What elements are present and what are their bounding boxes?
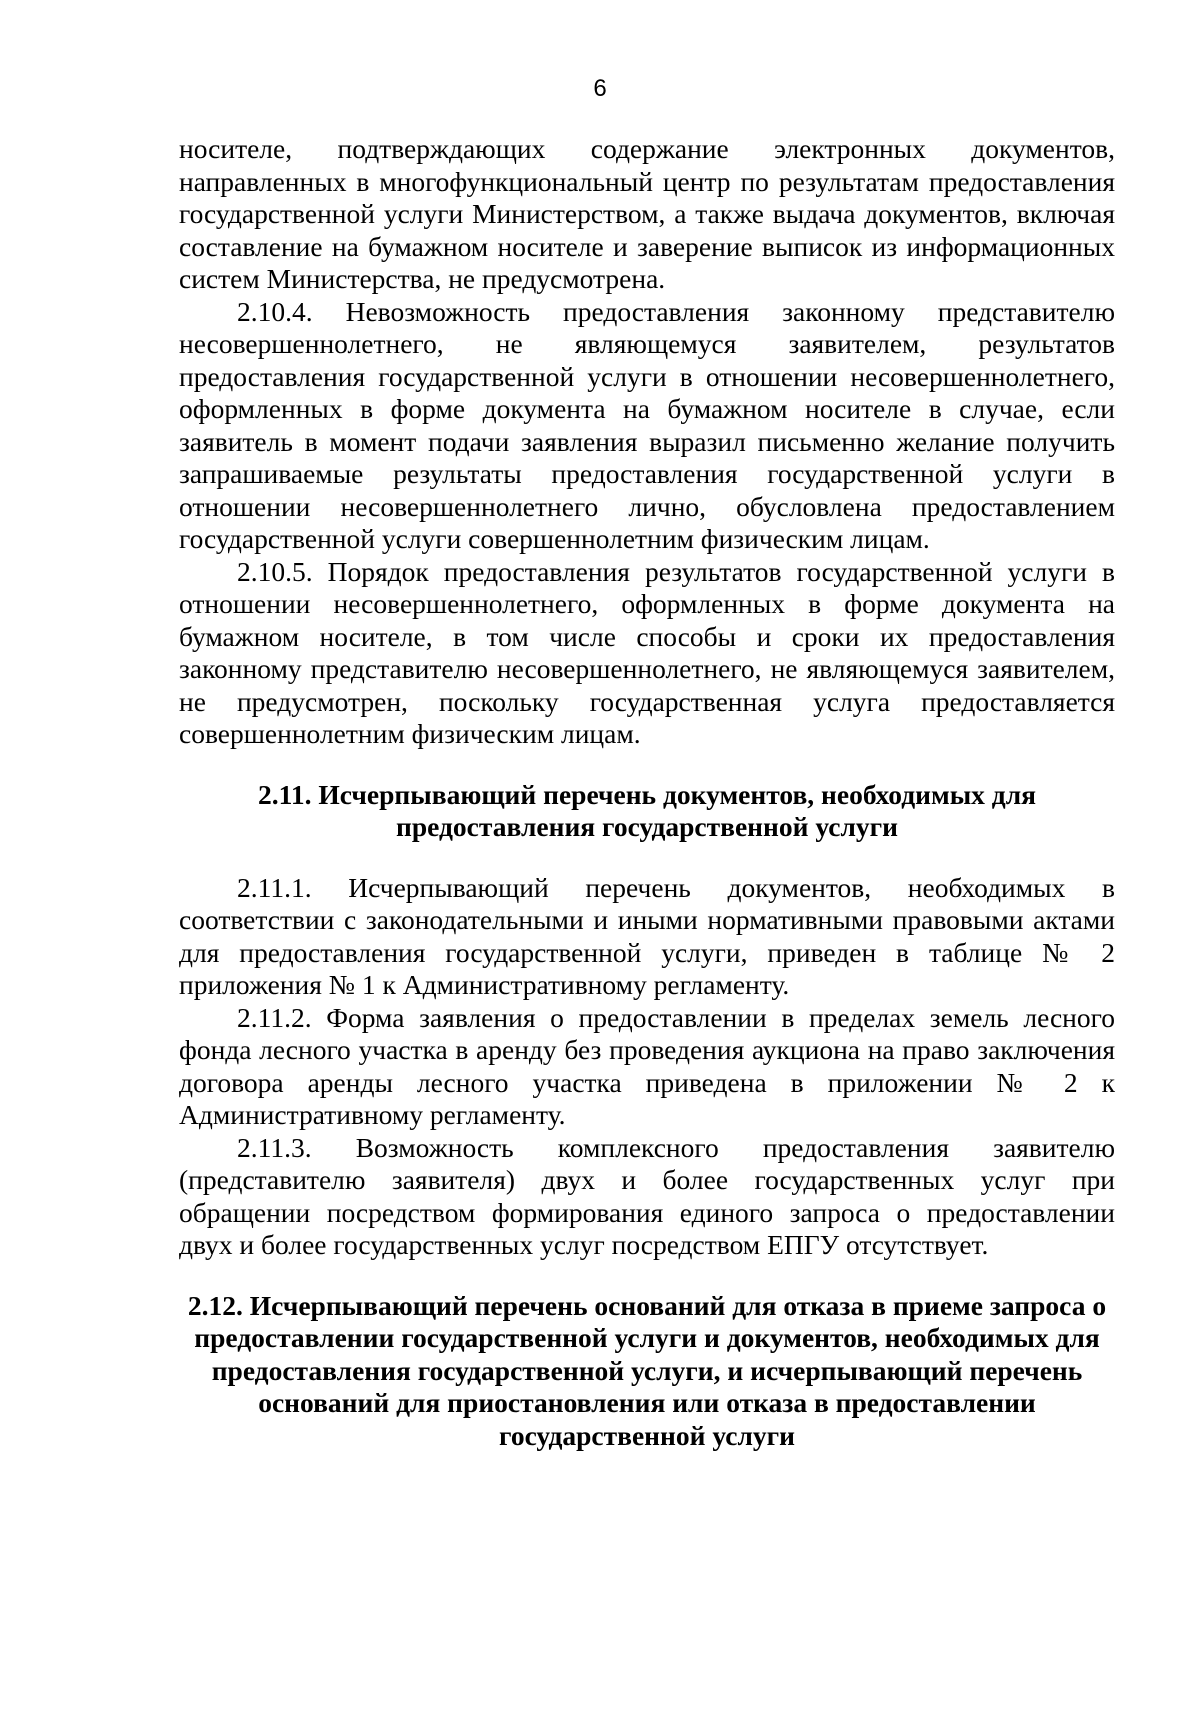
paragraph-continuation: носителе, подтверждающих содержание электронных документов, направленных в многофункциональный центр по результатам предоставления государственной услуги Министерством, а также выдача документов, включая составление на бумажном носителе и заверение выписок из информационных систем Министерства, не предусмотрена. [179, 133, 1115, 294]
paragraph-2-10-4: 2.10.4. Невозможность предоставления законному представителю несовершеннолетнего, не являющемуся заявителем, результатов предоставления государственной услуги в отношении несовершеннолетнего, оформленных в форме документа на бумажном носителе в случае, если заявитель в момент подачи заявления выразил письменно желание получить запрашиваемые результаты предоставления государственной услуги в отношении несовершеннолетнего лично, обусловлена предоставлением государственной услуги совершеннолетним физическим лицам. [179, 295, 1115, 554]
page-number: 6 [593, 75, 607, 102]
document-body [179, 133, 1115, 1452]
paragraph-2-11-2: 2.11.2. Форма заявления о предоставлении в пределах земель лесного фонда лесного участка в аренду без проведения аукциона на право заключения договора аренды лесного участка приведена в приложении № 2 к Административному регламенту. [179, 1001, 1115, 1130]
section-heading-2-11: 2.11. Исчерпывающий перечень документов, необходимых для предоставления государственной услуги [257, 778, 1037, 842]
paragraph-2-11-1: 2.11.1. Исчерпывающий перечень документов, необходимых в соответствии с законодательными и иными нормативными правовыми актами для предоставления государственной услуги, приведен в таблице № 2 приложения № 1 к Административному регламенту. [179, 871, 1115, 1000]
paragraph-2-10-5: 2.10.5. Порядок предоставления результатов государственной услуги в отношении несовершеннолетнего, оформленных в форме документа на бумажном носителе, в том числе способы и сроки их предоставления законному представителю несовершеннолетнего, не являющемуся заявителем, не предусмотрен, поскольку государственная услуга предоставляется совершеннолетним физическим лицам. [179, 555, 1115, 749]
paragraph-2-11-3: 2.11.3. Возможность комплексного предоставления заявителю (представителю заявителя) двух и более государственных услуг при обращении посредством формирования единого запроса о предоставлении двух и более государственных услуг посредством ЕПГУ отсутствует. [179, 1131, 1115, 1260]
section-heading-2-12: 2.12. Исчерпывающий перечень оснований для отказа в приеме запроса о предоставлении государственной услуги и документов, необходимых для предоставления государственной услуги, и исчерпывающий перечень оснований для приостановления или отказа в предоставлении государственной услуги [187, 1289, 1107, 1451]
